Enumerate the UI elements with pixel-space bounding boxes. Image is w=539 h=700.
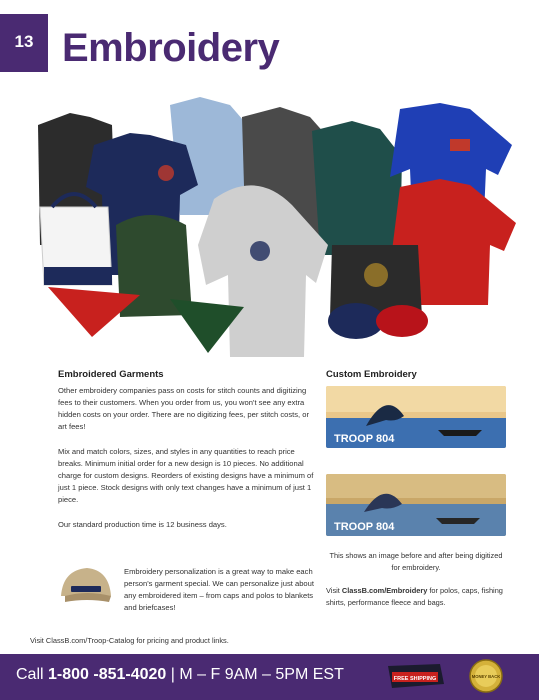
page-title: Embroidery (62, 26, 280, 70)
free-shipping-badge (382, 660, 448, 692)
personalization-text: Embroidery personalization is a great way to make each person's garment special. We can personalize just about any embroidered item – from caps and polos to blankets and briefcases! (124, 567, 314, 612)
free-shipping-label: FREE SHIPPING (393, 676, 437, 682)
phone-number[interactable]: 1-800 -851-4020 (48, 666, 167, 683)
money-back-badge (468, 658, 504, 694)
garments-paragraph-1: Other embroidery companies pass on costs for stitch counts and digitizing fees to their customers. When you order from us, you won't see any extra hidden costs on your order. There are no digitizing fees, per stitch costs, or art fees! (58, 386, 310, 431)
embroidered-garments-heading: Embroidered Garments (58, 369, 164, 380)
custom-embroidery-heading: Custom Embroidery (326, 369, 417, 380)
visit-suffix: for polos, caps, fishing shirts, performance fleece and bags. (326, 586, 503, 607)
after-patch-text: TROOP 804 (334, 521, 395, 533)
phone-line (16, 666, 344, 684)
phone-prefix: Call (16, 666, 49, 683)
garments-paragraph-3: Our standard production time is 12 business days. (58, 520, 227, 529)
before-patch-text: TROOP 804 (334, 433, 395, 445)
page-number: 13 (14, 32, 34, 51)
garments-paragraph-2: Mix and match colors, sizes, and styles in any quantities to reach price breaks. Minimum initial order for a new design is 10 pieces. No additional charge for custom designs. Reorders of existing designs have a minimum of just 1 piece. Stock designs with only text changes have a minimum of just 1 piece. (58, 447, 314, 504)
visit-prefix: Visit (326, 586, 342, 595)
cap-image (55, 562, 115, 612)
product-collage-image (30, 95, 520, 357)
digitized-caption: This shows an image before and after being digitized for embroidery. (329, 551, 503, 572)
embroidery-link[interactable]: ClassB.com/Embroidery (341, 586, 428, 595)
after-digitized-image (326, 474, 506, 536)
phone-hours: | M – F 9AM – 5PM EST (166, 666, 344, 683)
catalog-link-note[interactable]: Visit ClassB.com/Troop-Catalog for pricing and product links. (30, 636, 229, 645)
money-back-label: MONEY BACK (471, 674, 501, 679)
visit-embroidery-text (326, 585, 516, 609)
before-digitized-image (326, 386, 506, 448)
page-number-badge (0, 14, 48, 72)
